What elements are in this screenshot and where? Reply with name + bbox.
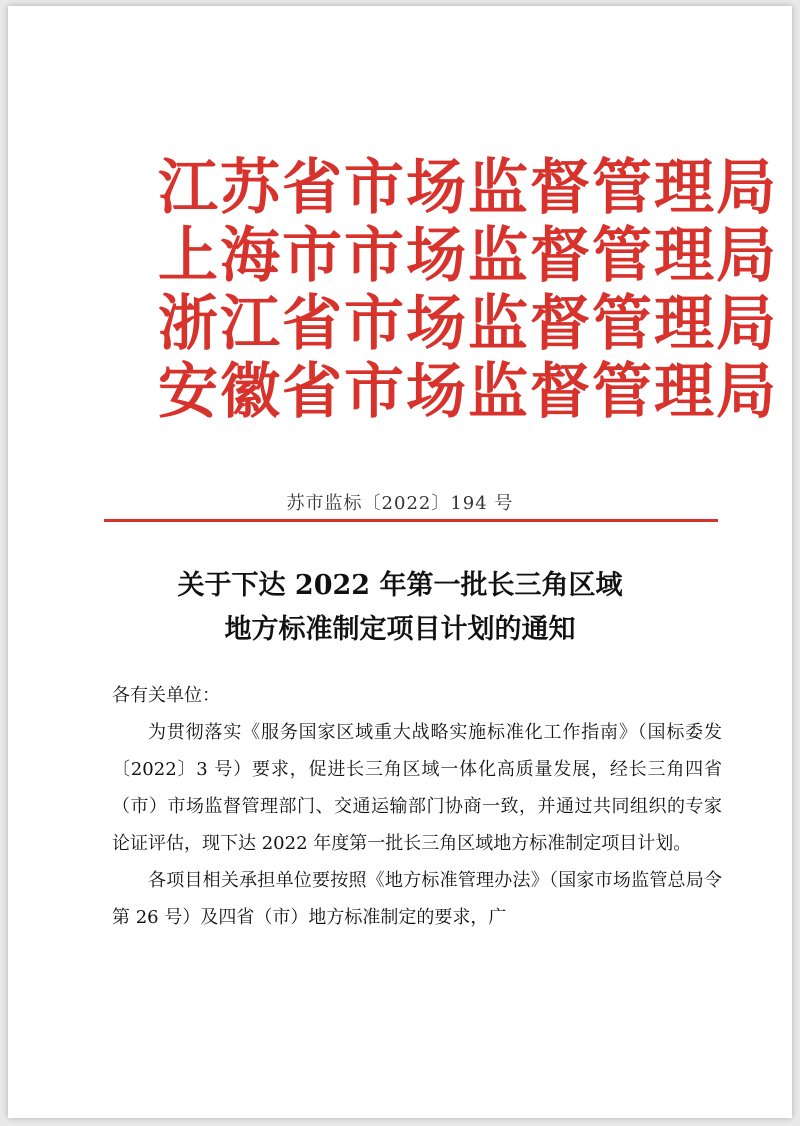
- title-line-2: 地方标准制定项目计划的通知: [224, 614, 576, 645]
- salutation: 各有关单位：: [112, 685, 220, 706]
- agency-jiangsu: 江苏省市场监督管理局: [158, 153, 778, 223]
- agency-anhui: 安徽省市场监督管理局: [158, 357, 778, 427]
- document-title: [8, 564, 792, 652]
- agency-zhejiang: 浙江省市场监督管理局: [158, 289, 778, 359]
- issuing-agencies: [158, 153, 778, 427]
- document-page: [8, 6, 792, 1118]
- document-number: 苏市监标〔2022〕194 号: [286, 493, 514, 514]
- paragraph-1: 为贯彻落实《服务国家区域重大战略实施标准化工作指南》（国标委发〔2022〕3 号）要求，促进长三角区域一体化高质量发展，经长三角四省（市）市场监督管理部门、交通运输部门协商一致，并通过共同组织的专家论证评估，现下达 2022 年度第一批长三角区域地方标准制定项目计划。: [112, 722, 722, 854]
- agency-shanghai: 上海市市场监督管理局: [158, 221, 778, 291]
- paragraph-2: 各项目相关承担单位要按照《地方标准管理办法》（国家市场监管总局令第 26 号）及四省（市）地方标准制定的要求，广: [112, 870, 722, 928]
- title-line-1: 关于下达 2022 年第一批长三角区域: [177, 570, 623, 601]
- document-body: [112, 677, 722, 936]
- red-divider: [104, 519, 718, 522]
